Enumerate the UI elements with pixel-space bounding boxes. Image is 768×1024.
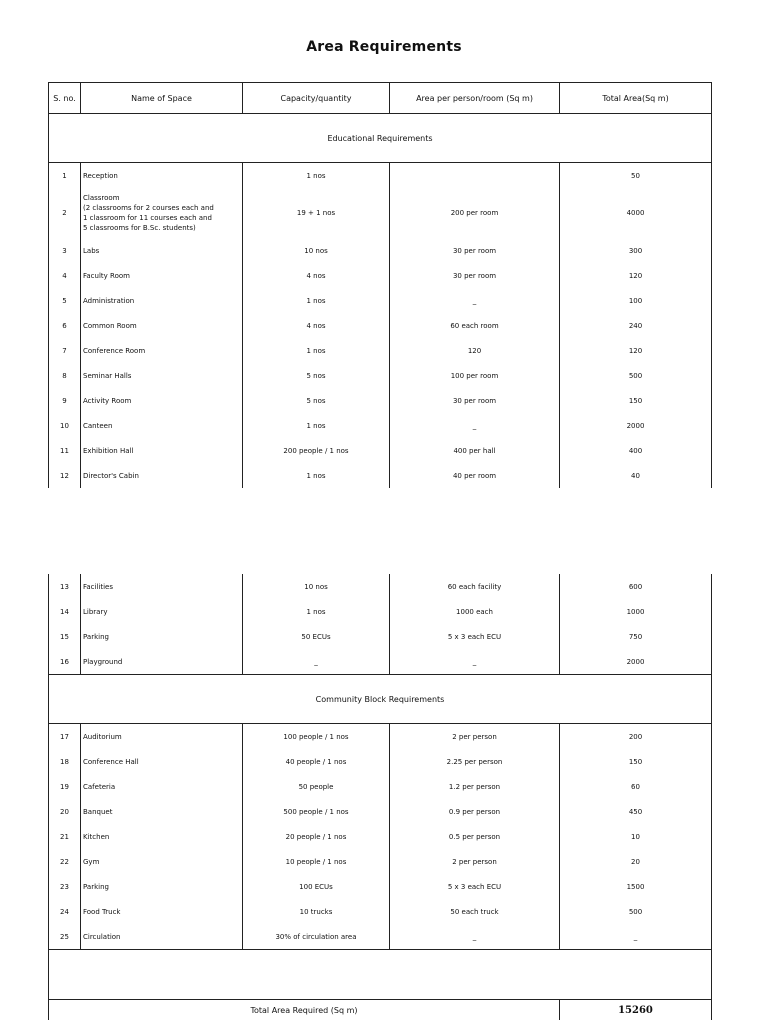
table-row (49, 649, 712, 675)
table-row (49, 288, 712, 313)
table-row (49, 313, 712, 338)
row-total: 10 (560, 824, 712, 849)
row-capacity: 1 nos (243, 599, 390, 624)
row-total: 20 (560, 849, 712, 874)
row-sno: 20 (60, 807, 69, 816)
row-area: 120 (390, 338, 560, 363)
table-row (49, 363, 712, 388)
row-name: Library (81, 599, 243, 624)
row-sno: 9 (62, 396, 67, 405)
row-area: 60 each room (390, 313, 560, 338)
row-name: Reception (81, 163, 243, 189)
page-title: Area Requirements (306, 39, 462, 55)
table-row (49, 238, 712, 263)
row-capacity: 1 nos (243, 338, 390, 363)
row-sno: 1 (62, 171, 67, 180)
row-sno: 2 (62, 209, 67, 217)
table-row (49, 874, 712, 899)
row-capacity: 100 people / 1 nos (243, 724, 390, 750)
row-capacity: 100 ECUs (243, 874, 390, 899)
row-sno: 23 (60, 882, 69, 891)
row-name: Auditorium (81, 724, 243, 750)
row-area: 60 each facility (390, 574, 560, 599)
row-total: 60 (560, 774, 712, 799)
row-name: Banquet (81, 799, 243, 824)
row-capacity: 5 nos (243, 388, 390, 413)
table-row (49, 749, 712, 774)
row-area: 40 per room (390, 463, 560, 488)
row-name: Classroom (2 classrooms for 2 courses each and 1 classroom for 11 courses each and 5 classrooms for B.Sc. students) (81, 188, 243, 238)
row-capacity: 50 people (243, 774, 390, 799)
row-area: 2 per person (390, 724, 560, 750)
row-capacity: 1 nos (243, 413, 390, 438)
row-total: 150 (560, 749, 712, 774)
row-area: 30 per room (390, 263, 560, 288)
row-name: Playground (81, 649, 243, 675)
row-capacity: 1 nos (243, 163, 390, 189)
table-row (49, 263, 712, 288)
row-total: 1500 (560, 874, 712, 899)
row-area: _ (390, 288, 560, 313)
row-capacity: 4 nos (243, 313, 390, 338)
header-total: Total Area(Sq m) (560, 83, 712, 114)
table-row (49, 463, 712, 488)
row-total: 120 (560, 263, 712, 288)
row-name: Parking (81, 624, 243, 649)
row-total: 300 (560, 238, 712, 263)
row-sno: 18 (60, 757, 69, 766)
row-area: 5 x 3 each ECU (390, 874, 560, 899)
row-capacity: 1 nos (243, 288, 390, 313)
row-capacity: 40 people / 1 nos (243, 749, 390, 774)
table-row (49, 724, 712, 750)
table-row (49, 924, 712, 950)
row-sno: 16 (60, 657, 69, 666)
row-area: 1000 each (390, 599, 560, 624)
row-area: _ (390, 413, 560, 438)
table-row (49, 574, 712, 599)
row-capacity: 4 nos (243, 263, 390, 288)
row-name: Conference Hall (81, 749, 243, 774)
section-title-educational: Educational Requirements (49, 114, 712, 163)
row-area: 50 each truck (390, 899, 560, 924)
section-row-educational (49, 114, 712, 163)
row-total: 500 (560, 899, 712, 924)
row-capacity: 10 people / 1 nos (243, 849, 390, 874)
spacer-row (49, 950, 712, 1000)
row-capacity: 20 people / 1 nos (243, 824, 390, 849)
row-sno: 7 (62, 346, 67, 355)
row-capacity: 30% of circulation area (243, 924, 390, 950)
row-capacity: 19 + 1 nos (243, 188, 390, 238)
row-sno: 19 (60, 782, 69, 791)
row-name: Kitchen (81, 824, 243, 849)
row-name: Food Truck (81, 899, 243, 924)
row-name: Circulation (81, 924, 243, 950)
row-name: Common Room (81, 313, 243, 338)
row-sno: 11 (60, 446, 69, 455)
row-name: Labs (81, 238, 243, 263)
header-capacity: Capacity/quantity (243, 83, 390, 114)
row-total: 600 (560, 574, 712, 599)
row-area: _ (390, 924, 560, 950)
row-name: Gym (81, 849, 243, 874)
table-row (49, 438, 712, 463)
row-area: 5 x 3 each ECU (390, 624, 560, 649)
row-sno: 25 (60, 932, 69, 941)
table-row (49, 163, 712, 189)
row-total: 50 (560, 163, 712, 189)
row-total: 150 (560, 388, 712, 413)
row-sno: 4 (62, 271, 67, 280)
row-capacity: 5 nos (243, 363, 390, 388)
table-row (49, 624, 712, 649)
header-area: Area per person/room (Sq m) (390, 83, 560, 114)
row-total: 240 (560, 313, 712, 338)
row-area (390, 163, 560, 189)
row-area: 0.9 per person (390, 799, 560, 824)
row-total: 500 (560, 363, 712, 388)
row-sno: 14 (60, 607, 69, 616)
row-capacity: 10 trucks (243, 899, 390, 924)
row-total: 40 (560, 463, 712, 488)
row-total: 200 (560, 724, 712, 750)
row-area: 30 per room (390, 238, 560, 263)
row-name: Conference Room (81, 338, 243, 363)
row-capacity: 50 ECUs (243, 624, 390, 649)
table-row (49, 799, 712, 824)
row-capacity: _ (243, 649, 390, 675)
row-name: Facilities (81, 574, 243, 599)
row-sno: 22 (60, 857, 69, 866)
row-total: 1000 (560, 599, 712, 624)
table-row (49, 338, 712, 363)
table-row (49, 599, 712, 624)
row-area: 0.5 per person (390, 824, 560, 849)
row-area: _ (390, 649, 560, 675)
table-row (49, 413, 712, 438)
row-name: Cafeteria (81, 774, 243, 799)
table-row (49, 388, 712, 413)
header-name: Name of Space (81, 83, 243, 114)
row-sno: 10 (60, 421, 69, 430)
header-sno: S. no. (49, 83, 81, 114)
row-total: 120 (560, 338, 712, 363)
table-row (49, 899, 712, 924)
row-area: 200 per room (390, 188, 560, 238)
row-sno: 24 (60, 907, 69, 916)
table-row (49, 774, 712, 799)
row-total: _ (560, 924, 712, 950)
table-header-row (49, 83, 712, 114)
row-area: 400 per hall (390, 438, 560, 463)
row-total: 400 (560, 438, 712, 463)
row-capacity: 200 people / 1 nos (243, 438, 390, 463)
section-title-community: Community Block Requirements (49, 675, 712, 724)
row-name: Director's Cabin (81, 463, 243, 488)
row-total: 100 (560, 288, 712, 313)
row-total: 2000 (560, 413, 712, 438)
area-table-part-2 (48, 574, 711, 1020)
row-sno: 21 (60, 832, 69, 841)
row-name: Activity Room (81, 388, 243, 413)
row-area: 30 per room (390, 388, 560, 413)
row-sno: 13 (60, 582, 69, 591)
row-sno: 12 (60, 471, 69, 480)
table-row (49, 824, 712, 849)
row-capacity: 10 nos (243, 238, 390, 263)
row-area: 2 per person (390, 849, 560, 874)
row-capacity: 500 people / 1 nos (243, 799, 390, 824)
table-row (49, 849, 712, 874)
row-sno: 8 (62, 371, 67, 380)
row-area: 1.2 per person (390, 774, 560, 799)
row-total: 2000 (560, 649, 712, 675)
row-area: 100 per room (390, 363, 560, 388)
row-sno: 15 (60, 632, 69, 641)
row-name: Parking (81, 874, 243, 899)
total-value: 15260 (560, 1000, 712, 1021)
row-total: 750 (560, 624, 712, 649)
row-total: 4000 (560, 188, 712, 238)
row-total: 450 (560, 799, 712, 824)
total-label: Total Area Required (Sq m) (49, 1000, 560, 1021)
row-sno: 6 (62, 321, 67, 330)
row-name: Exhibition Hall (81, 438, 243, 463)
table-row (49, 188, 712, 238)
area-table-part-1 (48, 82, 711, 488)
row-name: Canteen (81, 413, 243, 438)
section-row-community (49, 675, 712, 724)
row-sno: 5 (62, 296, 67, 305)
row-sno: 17 (60, 732, 69, 741)
row-area: 2.25 per person (390, 749, 560, 774)
row-sno: 3 (62, 246, 67, 255)
row-capacity: 10 nos (243, 574, 390, 599)
row-name: Administration (81, 288, 243, 313)
row-name: Seminar Halls (81, 363, 243, 388)
total-row (49, 1000, 712, 1021)
row-name: Faculty Room (81, 263, 243, 288)
row-capacity: 1 nos (243, 463, 390, 488)
